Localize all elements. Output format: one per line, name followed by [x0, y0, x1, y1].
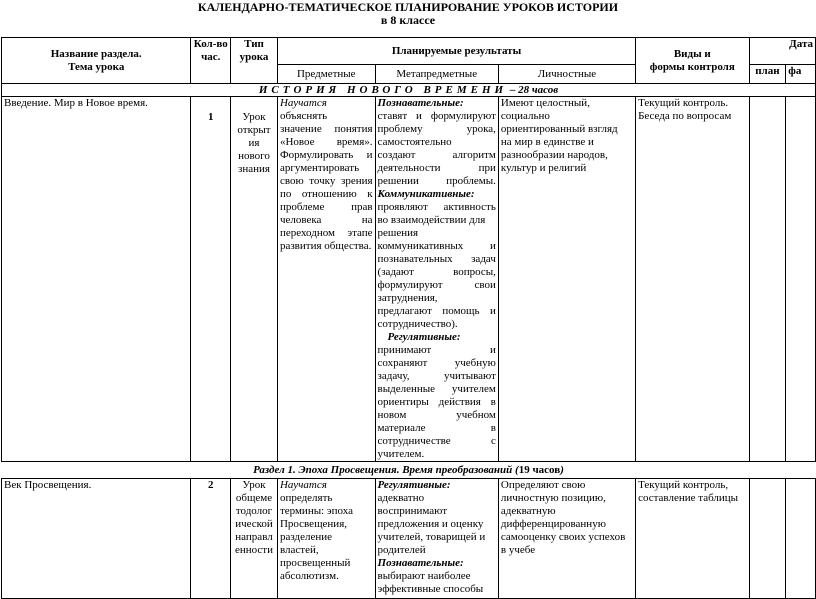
row1-subject-line: свою точку зрения: [279, 175, 373, 187]
header-date: Дата: [749, 38, 815, 65]
header-meta: Метапредметные: [375, 65, 498, 84]
band-section-1: [2, 462, 816, 479]
row2-type-line: ической: [235, 518, 273, 530]
row1-meta-heading-regulative: Регулятивные:: [387, 331, 461, 343]
row1-personal: [498, 97, 635, 462]
row2-subject-lead: Научатся: [279, 479, 327, 491]
row1-meta-line: ставят и формулируют: [377, 110, 496, 122]
row1-date-fact: [786, 97, 816, 462]
row2-subject-line: властей,: [279, 544, 319, 556]
row2-personal-line: самооценку своих успехов: [500, 531, 626, 543]
row2-type-line: Урок: [242, 479, 266, 491]
row2-meta-line: адекватно: [377, 492, 425, 504]
header-planned-results: Планируемые результаты: [277, 38, 635, 65]
row2-personal-line: адекватную: [500, 505, 556, 517]
row1-control-line: Беседа по вопросам: [638, 110, 732, 122]
row2-meta-line: выбирают наиболее: [377, 570, 471, 582]
row1-subject-line: значение понятия: [279, 123, 373, 135]
row1-subject-line: объяснять: [279, 110, 328, 122]
row2-personal-line: личностную позицию,: [500, 492, 606, 504]
row1-personal-line: социально: [500, 110, 550, 122]
row2-control-line: Текущий контроль,: [638, 479, 729, 491]
row1-personal-line: Имеют целостный,: [500, 97, 590, 109]
row2-date-fact: [786, 479, 816, 599]
band1-hours: 28 часов: [518, 84, 559, 96]
row1-date-plan: [749, 97, 786, 462]
planning-table: [1, 37, 816, 599]
row2-meta-line: эффективные способы: [377, 583, 484, 595]
row2-subject: [277, 479, 375, 599]
row2-meta: [375, 479, 498, 599]
row1-type-line: нового: [238, 150, 270, 162]
row2-control-line: составление таблицы: [638, 492, 739, 504]
row1-meta-line: проблему урока,: [377, 123, 496, 135]
row2-subject-line: определять: [279, 492, 333, 504]
row1-type-line: открыт: [237, 124, 271, 136]
header-section-line1: Название раздела.: [50, 47, 142, 60]
row2-hours: 2: [191, 479, 231, 599]
row1-meta-line: сотрудничество).: [377, 318, 458, 330]
document-subtitle: в 8 классе: [380, 13, 436, 27]
row1-personal-line: на мир в единстве и: [500, 136, 594, 148]
row1-personal-line: культур и религий: [500, 162, 587, 174]
row2-meta-line: учителей, товарищей и: [377, 531, 486, 543]
row1-subject-line: развития общества.: [279, 240, 372, 252]
header-hours-line1: Кол-во: [193, 38, 228, 50]
band2-title: Раздел 1. Эпоха Просвещения. Время преобразований: [253, 463, 513, 476]
row2-control: [636, 479, 749, 599]
row1-meta-line: затруднения,: [377, 292, 438, 304]
band2-hours: 19 часов: [518, 463, 561, 476]
row2-personal-line: дифференцированную: [500, 518, 606, 530]
row1-subject-lead: Научатся: [279, 97, 327, 109]
row2-type-line: направл: [235, 531, 273, 543]
header-type-line1: Тип: [244, 38, 264, 50]
row2-meta-line: родителей: [377, 544, 426, 556]
row1-meta-line: ориентиры действия в: [377, 396, 496, 408]
row1-type-line: знания: [238, 163, 270, 175]
row2-type-line: общеме: [235, 492, 273, 504]
header-hours: [191, 38, 231, 84]
row1-subject-line: аргументировать: [279, 162, 360, 174]
header-subject: Предметные: [277, 65, 375, 84]
band1-title: ИСТОРИЯ НОВОГО ВРЕМЕНИ: [258, 84, 508, 96]
header-control-line2: формы контроля: [649, 60, 735, 73]
row1-meta-line: самостоятельно: [377, 136, 452, 148]
header-date-plan: план: [749, 65, 786, 84]
row1-meta-line: создают алгоритм: [377, 149, 496, 161]
row1-control: [636, 97, 749, 462]
row1-type-line: Урок: [242, 111, 266, 123]
row1-meta-line: материале в: [377, 422, 496, 434]
band-new-history: [2, 84, 816, 97]
row1-meta-line: решении проблемы.: [377, 175, 496, 187]
header-lesson-type: [231, 38, 278, 84]
row1-meta-line: (задают вопросы,: [377, 266, 496, 278]
row1-meta-line: сотрудничестве с: [377, 435, 496, 447]
row2-topic: Век Просвещения.: [2, 479, 191, 599]
header-type-line2: урока: [239, 51, 269, 63]
row1-meta-line: проявляют активность: [377, 201, 496, 213]
row2-date-plan: [749, 479, 786, 599]
row2-meta-line: воспринимают: [377, 505, 448, 517]
row1-meta-line: во взаимодействии для: [377, 214, 486, 226]
row1-subject-line: переходном этапе: [279, 227, 373, 239]
row1-control-line: Текущий контроль.: [638, 97, 729, 109]
row1-meta-line: новом учебном: [377, 409, 496, 421]
row1-meta-line: учителем.: [377, 448, 425, 460]
row2-subject-line: разделение: [279, 531, 332, 543]
row2-subject-line: абсолютизм.: [279, 570, 339, 582]
row1-hours: 1: [191, 97, 231, 462]
row2-subject-line: просвещенный: [279, 557, 351, 569]
header-control: [636, 38, 749, 84]
header-date-fact: фа: [786, 65, 816, 84]
row1-subject: [277, 97, 375, 462]
row1-subject-line: по отношению к: [279, 188, 373, 200]
row2-subject-line: термины: эпоха: [279, 505, 353, 517]
band2-hours-open: (: [515, 463, 519, 476]
row1-type-line: ия: [248, 137, 260, 149]
row1-topic: Введение. Мир в Новое время.: [2, 97, 191, 462]
row1-meta-line: выделенные учителем: [377, 383, 496, 395]
row1-subject-line: человека на: [279, 214, 373, 226]
row1-meta-line: сохраняют учебную: [377, 357, 496, 369]
row2-meta-heading-cognitive: Познавательные:: [377, 557, 464, 569]
row2-subject-line: Просвещения,: [279, 518, 348, 530]
row2-type-line: тодолог: [235, 505, 273, 517]
row1-type: [231, 97, 278, 462]
row1-meta-line: деятельности при: [377, 162, 496, 174]
header-personal: Личностные: [498, 65, 635, 84]
row1-personal-line: разнообразии народов,: [500, 149, 608, 161]
row1-meta-line: предлагают помощь и: [377, 305, 496, 317]
row2-meta-line: предложения и оценку: [377, 518, 484, 530]
row1-subject-line: проблеме прав: [279, 201, 373, 213]
row1-subject-line: Формулировать и: [279, 149, 373, 161]
row1-meta-line: формулируют свои: [377, 279, 496, 291]
row2-type: [231, 479, 278, 599]
row2-type-line: енности: [235, 544, 274, 556]
document-title: КАЛЕНДАРНО-ТЕМАТИЧЕСКОЕ ПЛАНИРОВАНИЕ УРОКОВ ИСТОРИИ: [197, 0, 619, 14]
row1-meta: [375, 97, 498, 462]
band2-hours-close: ): [560, 463, 564, 476]
band1-dash: –: [509, 84, 516, 96]
row1-meta-line: принимают и: [377, 344, 496, 356]
row1-meta-line: коммуникативных и: [377, 240, 496, 252]
row2-personal-line: Определяют свою: [500, 479, 586, 491]
row1-meta-heading-communicative: Коммуникативные:: [377, 188, 475, 200]
row2-personal-line: в учебе: [500, 544, 536, 556]
row1-subject-line: «Новое время».: [279, 136, 373, 148]
row1-meta-line: решения: [377, 227, 419, 239]
header-section-topic: [2, 38, 191, 84]
row2-meta-heading-regulative: Регулятивные:: [377, 479, 451, 491]
header-control-line1: Виды и: [673, 47, 711, 60]
row1-meta-heading-cognitive: Познавательные:: [377, 97, 464, 109]
header-hours-line2: час.: [201, 51, 221, 63]
row1-meta-line: познавательных задач: [377, 253, 496, 265]
row2-personal: [498, 479, 635, 599]
row1-personal-line: ориентированный взгляд: [500, 123, 618, 135]
header-section-line2: Тема урока: [68, 60, 125, 73]
row1-meta-line: задачу, учитывают: [377, 370, 496, 382]
